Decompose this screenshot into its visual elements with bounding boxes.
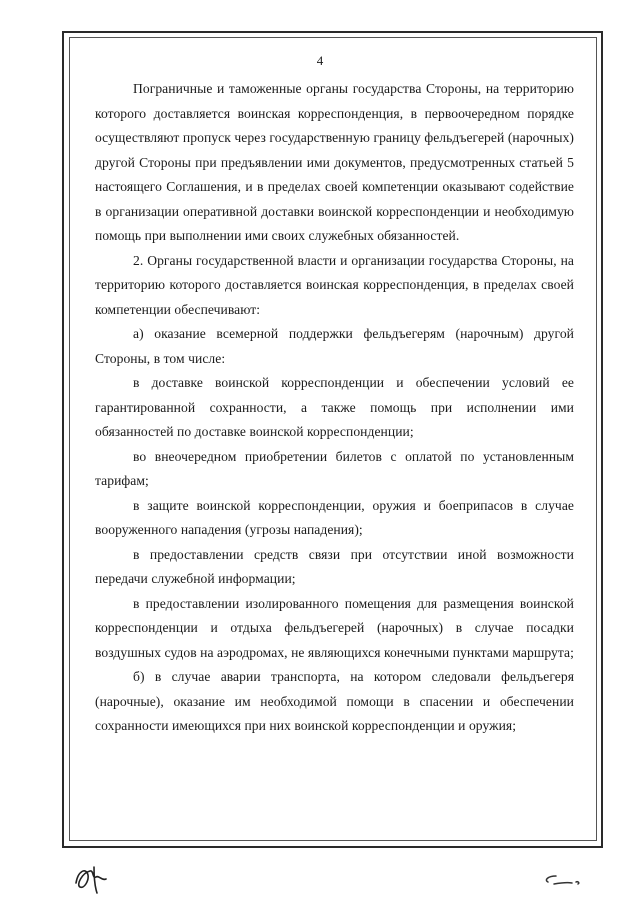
paragraph: во внеочередном приобретении билетов с оплатой по установленным тарифам; [95,448,574,488]
handwritten-initials-mark [540,868,584,892]
paragraph: в предоставлении изолированного помещения для размещения воинской корреспонденции и отдыха фельдъегерей (нарочных) в случае посадки воздушных судов на аэродромах, не являющихся конечными пунктами маршрута; [95,595,574,660]
handwritten-signature [72,861,116,897]
paragraph: 2. Органы государственной власти и организации государства Стороны, на территорию которого доставляется воинская корреспонденция, в пределах своей компетенции обеспечивают: [95,252,574,317]
document-text [95,77,574,739]
paragraph: в предоставлении средств связи при отсутствии иной возможности передачи служебной информации; [95,546,574,586]
paragraph: в доставке воинской корреспонденции и обеспечении условий ее гарантированной сохранности, а также помощь при исполнении ими обязанностей по доставке воинской корреспонденции; [95,375,574,439]
paragraph: в защите воинской корреспонденции, оружия и боеприпасов в случае вооруженного нападения (угрозы нападения); [95,497,574,537]
paragraph: а) оказание всемерной поддержки фельдъегерям (нарочным) другой Стороны, в том числе: [95,326,574,366]
paragraph: Пограничные и таможенные органы государства Стороны, на территорию которого доставляется воинская корреспонденция, в первоочередном порядке осуществляют пропуск через государственную границу фельдъегерей (нарочных) другой Стороны при предъявлении ими документов, предусмотренных статьей 5 настоящего Соглашения, и в пределах своей компетенции оказывают содействие в организации оперативной доставки воинской корреспонденции и необходимую помощь при выполнении ими своих служебных обязанностей. [95,81,574,243]
page-number: 4 [316,53,324,68]
paragraph: б) в случае аварии транспорта, на котором следовали фельдъегеря (нарочные), оказание им необходимой помощи в спасении и обеспечении сохранности имеющихся при них воинской корреспонденции и оружия; [95,669,574,733]
